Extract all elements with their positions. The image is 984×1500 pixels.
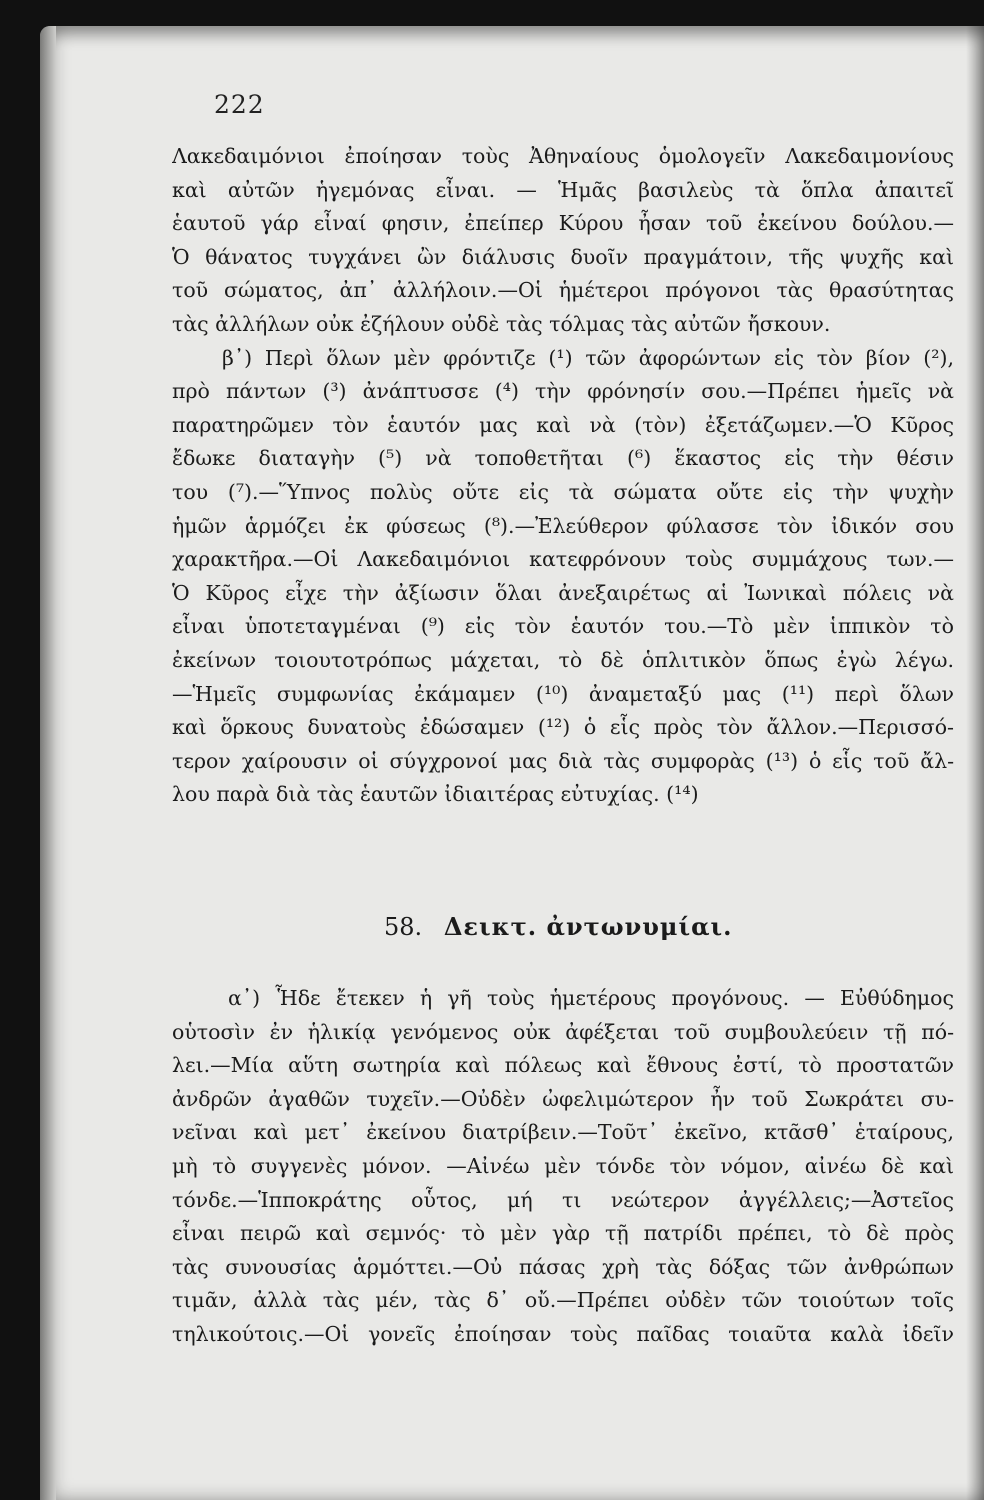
- text-line: β᾽) Περὶ ὅλων μὲν φρόντιζε (¹) τῶν ἀφορώντων εἰς τὸν βίον (²),: [222, 345, 954, 370]
- text-line: πρὸ πάντων (³) ἀνάπτυσσε (⁴) τὴν φρόνησίν σου.—Πρέπει ἡμεῖς νὰ: [172, 379, 954, 404]
- text-line: Ὁ Κῦρος εἶχε τὴν ἀξίωσιν ὅλαι ἀνεξαιρέτως αἱ Ἰωνικαὶ πόλεις νὰ: [172, 580, 954, 605]
- page-binding-edge: [40, 26, 56, 1500]
- text-line: καὶ ὅρκους δυνατοὺς ἐδώσαμεν (¹²) ὁ εἷς πρὸς τὸν ἄλλον.—Περισσό-: [172, 715, 954, 740]
- text-line: τὰς ἀλλήλων οὐκ ἐζήλουν οὐδὲ τὰς τόλμας τὰς αὐτῶν ἤσκουν.: [172, 311, 831, 336]
- text-line: λει.—Μία αὕτη σωτηρία καὶ πόλεως καὶ ἔθνους ἐστί, τὸ προστατῶν: [172, 1053, 954, 1078]
- text-line: νεῖναι καὶ μετ᾽ ἐκείνου διατρίβειν.—Τοῦτ᾽ ἐκεῖνο, κτᾶσθ᾽ ἑταίρους,: [172, 1120, 954, 1145]
- section-title: Δεικτ. ἀντωνυμίαι.: [443, 912, 733, 941]
- text-line: τόνδε.—Ἱπποκράτης οὗτος, μή τι νεώτερον ἀγγέλλεις;—Ἀστεῖος: [172, 1187, 954, 1212]
- text-line: καὶ αὐτῶν ἡγεμόνας εἶναι. — Ἡμᾶς βασιλεὺς τὰ ὅπλα ἀπαιτεῖ: [172, 177, 954, 202]
- text-line: τερον χαίρουσιν οἱ σύγχρονοί μας διὰ τὰς συμφορὰς (¹³) ὁ εἷς τοῦ ἄλ-: [172, 748, 954, 773]
- text-line: ἔδωκε διαταγὴν (⁵) νὰ τοποθετῆται (⁶) ἕκαστος εἰς τὴν θέσιν: [172, 446, 954, 471]
- text-line: Λακεδαιμόνιοι ἐποίησαν τοὺς Ἀθηναίους ὁμολογεῖν Λακεδαιμονίους: [172, 144, 954, 168]
- text-line: ἀνδρῶν ἀγαθῶν τυχεῖν.—Οὐδὲν ὠφελιμώτερον ἦν τοῦ Σωκράτει συ-: [172, 1086, 954, 1111]
- text-line: —Ἡμεῖς συμφωνίας ἐκάμαμεν (¹⁰) ἀναμεταξύ μας (¹¹) περὶ ὅλων: [172, 681, 954, 706]
- section-heading: [384, 912, 733, 941]
- page-number: 222: [214, 90, 265, 119]
- text-line: Ὁ θάνατος τυγχάνει ὢν διάλυσις δυοῖν πραγμάτοιν, τῆς ψυχῆς καὶ: [172, 244, 954, 269]
- text-line: λου παρὰ διὰ τὰς ἑαυτῶν ἰδιαιτέρας εὐτυχίας. (¹⁴): [172, 782, 699, 807]
- section-number: 58.: [384, 913, 423, 941]
- text-line: εἶναι πειρῶ καὶ σεμνός· τὸ μὲν γὰρ τῇ πατρίδι πρέπει, τὸ δὲ πρὸς: [172, 1221, 954, 1246]
- text-line: παρατηρῶμεν τὸν ἑαυτόν μας καὶ νὰ (τὸν) ἐξετάζωμεν.—Ὁ Κῦρος: [172, 412, 954, 437]
- exercise-text-section-1: [172, 140, 954, 812]
- text-line: α᾽) Ἧδε ἔτεκεν ἡ γῆ τοὺς ἡμετέρους προγόνους. — Εὐθύδημος: [228, 986, 954, 1010]
- text-line: ἑαυτοῦ γάρ εἶναί φησιν, ἐπείπερ Κύρου ἦσαν τοῦ ἐκείνου δούλου.—: [172, 211, 954, 236]
- text-line: τιμᾶν, ἀλλὰ τὰς μέν, τὰς δ᾽ οὔ.—Πρέπει οὐδὲν τῶν τοιούτων τοῖς: [172, 1288, 954, 1313]
- text-line: ἐκείνων τοιουτοτρόπως μάχεται, τὸ δὲ ὁπλιτικὸν ὅπως ἐγὼ λέγω.: [172, 647, 954, 672]
- text-line: του (⁷).—Ὕπνος πολὺς οὔτε εἰς τὰ σώματα οὔτε εἰς τὴν ψυχὴν: [172, 479, 954, 504]
- text-line: εἶναι ὑποτεταγμέναι (⁹) εἰς τὸν ἑαυτόν του.—Τὸ μὲν ἱππικὸν τὸ: [172, 614, 954, 639]
- page-right-shadow: [966, 26, 984, 1500]
- text-line: οὑτοσὶν ἐν ἡλικίᾳ γενόμενος οὐκ ἀφέξεται τοῦ συμβουλεύειν τῇ πό-: [172, 1019, 954, 1044]
- text-line: τοῦ σώματος, ἀπ᾽ ἀλλήλοιν.—Οἱ ἡμέτεροι πρόγονοι τὰς θρασύτητας: [172, 278, 954, 303]
- text-line: τηλικούτοις.—Οἱ γονεῖς ἐποίησαν τοὺς παῖδας τοιαῦτα καλὰ ἰδεῖν: [172, 1321, 954, 1346]
- text-line: μὴ τὸ συγγενὲς μόνον. —Αἰνέω μὲν τόνδε τὸν νόμον, αἰνέω δὲ καὶ: [172, 1153, 954, 1178]
- text-line: τὰς συνουσίας ἁρμόττει.—Οὐ πάσας χρὴ τὰς δόξας τῶν ἀνθρώπων: [172, 1254, 954, 1279]
- text-line: χαρακτῆρα.—Οἱ Λακεδαιμόνιοι κατεφρόνουν τοὺς συμμάχους των.—: [172, 547, 954, 572]
- exercise-text-section-2: [172, 982, 954, 1352]
- text-line: ἡμῶν ἁρμόζει ἐκ φύσεως (⁸).—Ἐλεύθερον φύλασσε τὸν ἰδικόν σου: [172, 513, 954, 538]
